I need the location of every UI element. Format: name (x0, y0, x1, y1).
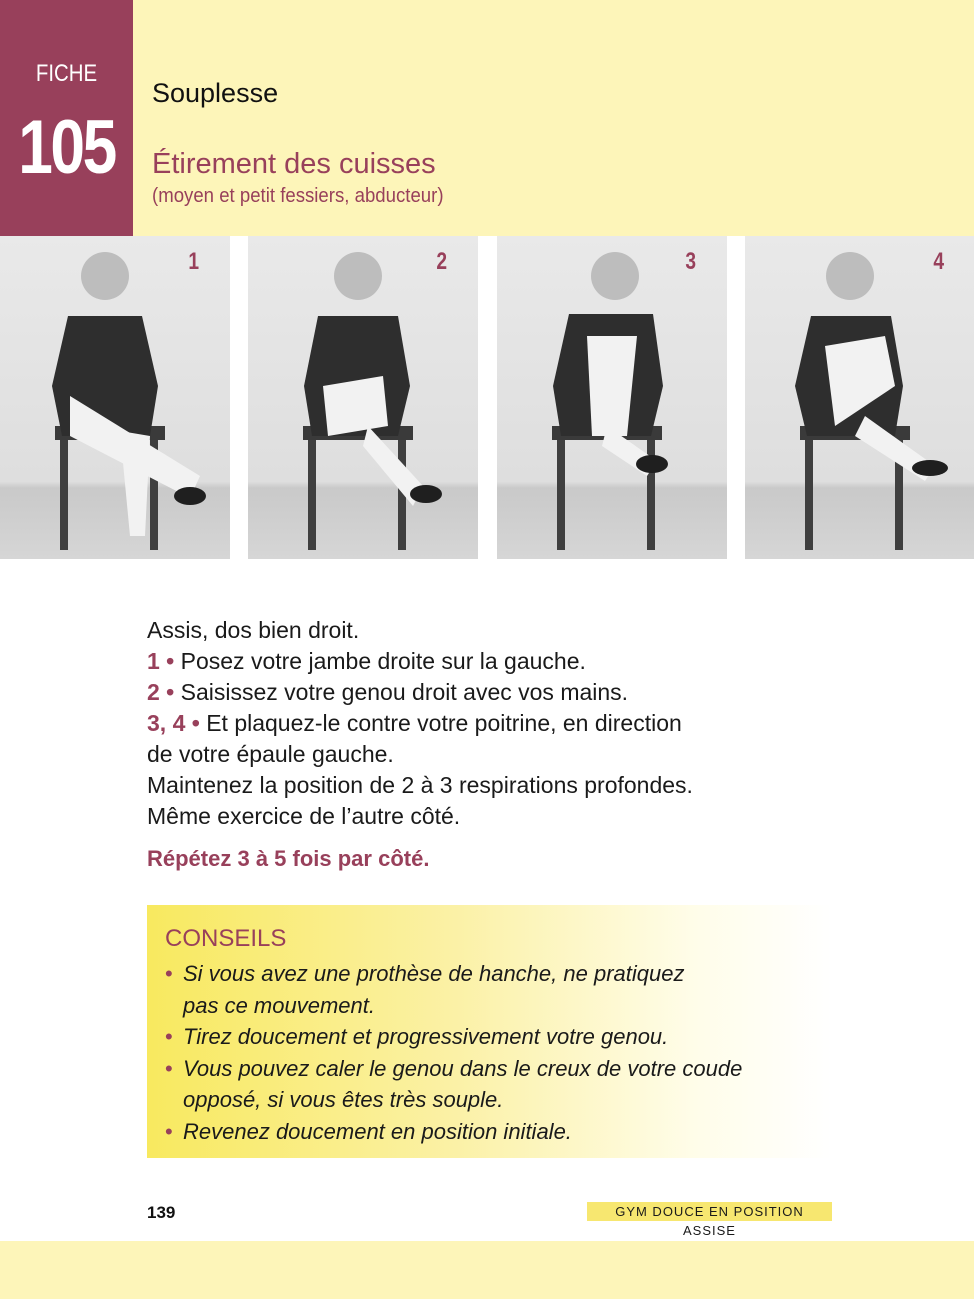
footer-band (0, 1241, 974, 1299)
conseils-title: CONSEILS (165, 925, 287, 952)
exercise-photo-2 (248, 236, 478, 559)
instruction-step-1 (147, 646, 787, 677)
page-number: 139 (147, 1203, 176, 1222)
header-band (0, 0, 974, 236)
step-text: Et plaquez-le contre votre poitrine, en direction (199, 710, 682, 736)
photo-step-number: 2 (435, 248, 447, 275)
fiche-number: 105 (18, 105, 115, 190)
fiche-badge (0, 0, 133, 236)
section-tag: GYM DOUCE EN POSITION ASSISE (587, 1202, 832, 1221)
instruction-other-side: Même exercice de l’autre côté. (147, 803, 461, 829)
step-ref: 2 • (147, 679, 175, 705)
category-title: Souplesse (152, 78, 279, 108)
exercise-photo-3 (497, 236, 727, 559)
exercise-subtitle: (moyen et petit fessiers, abducteur) (152, 185, 444, 207)
step-text: Saisissez votre genou droit avec vos mains. (174, 679, 629, 705)
instruction-intro: Assis, dos bien droit. (147, 617, 360, 643)
person-illustration (248, 236, 478, 559)
instruction-step-3 (147, 708, 787, 739)
photo-step-number: 1 (187, 248, 199, 275)
photo-step-number: 3 (684, 248, 696, 275)
step-text: Posez votre jambe droite sur la gauche. (174, 648, 586, 674)
person-illustration (497, 236, 727, 559)
exercise-photo-4 (745, 236, 974, 559)
conseil-item: • Tirez doucement et progressivement votre genou. (165, 1021, 805, 1053)
conseils-list (165, 958, 805, 1147)
instruction-step-2 (147, 677, 787, 708)
exercise-photo-1 (0, 236, 230, 559)
step-ref: 1 • (147, 648, 175, 674)
instruction-step-3-cont: de votre épaule gauche. (147, 741, 394, 767)
conseil-item: • Revenez doucement en position initiale. (165, 1116, 805, 1148)
conseil-item: • Vous pouvez caler le genou dans le creux de votre coude opposé, si vous êtes très souple. (165, 1053, 805, 1116)
person-illustration (745, 236, 974, 559)
photo-step-number: 4 (932, 248, 944, 275)
step-ref: 3, 4 • (147, 710, 200, 736)
instructions (147, 615, 787, 832)
fiche-label: FICHE (35, 60, 98, 87)
repeat-instruction: Répétez 3 à 5 fois par côté. (147, 846, 430, 871)
conseils-box (147, 905, 832, 1158)
conseil-item: • Si vous avez une prothèse de hanche, ne pratiquez pas ce mouvement. (165, 958, 805, 1021)
exercise-title: Étirement des cuisses (152, 148, 436, 180)
instruction-hold: Maintenez la position de 2 à 3 respirations profondes. (147, 772, 693, 798)
person-illustration (0, 236, 230, 559)
